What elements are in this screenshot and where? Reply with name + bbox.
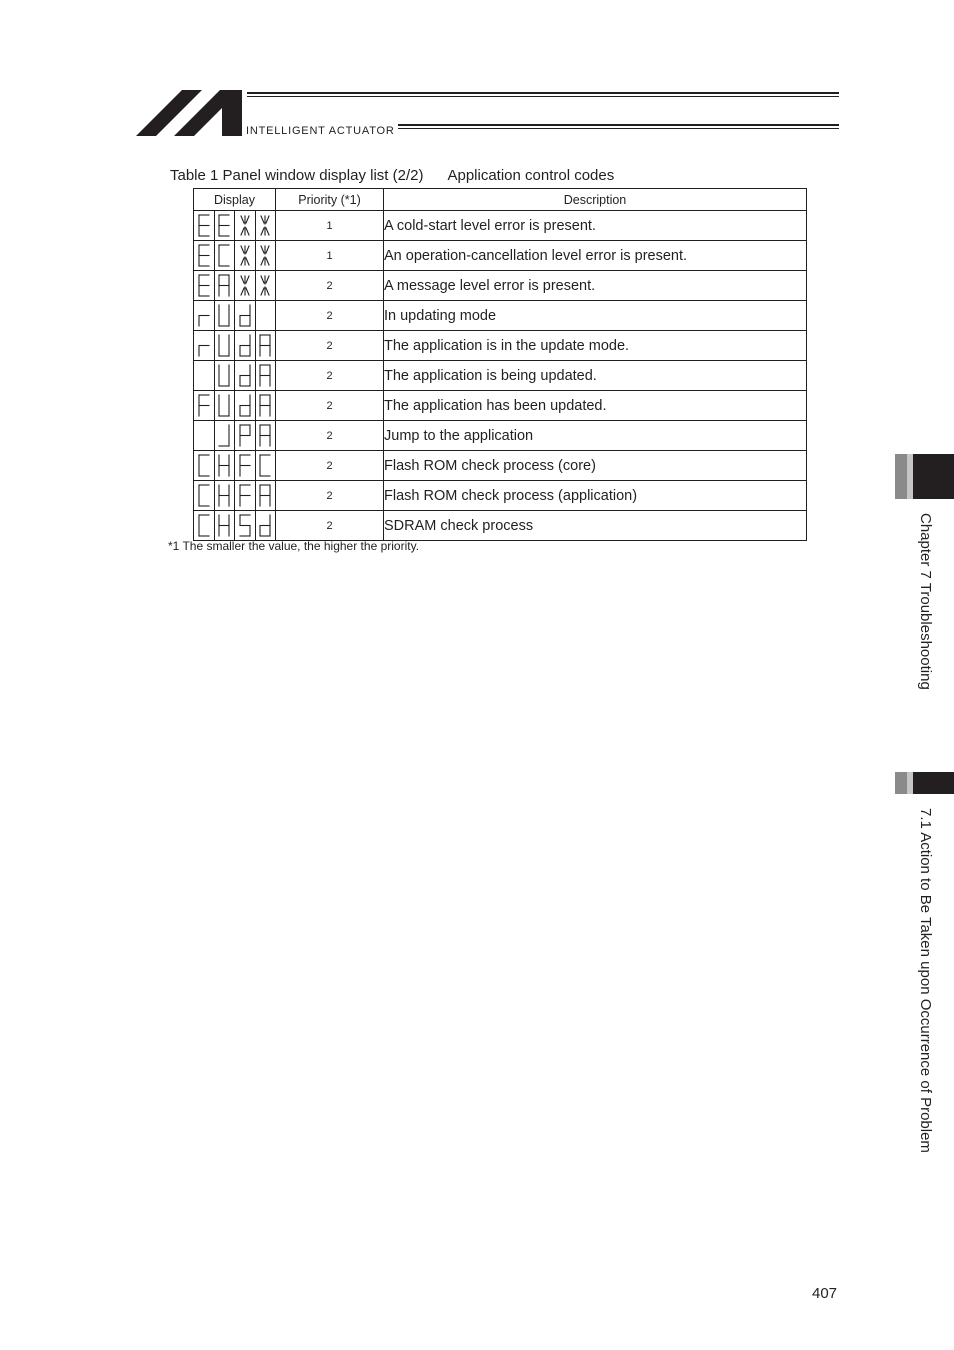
header-description: Description <box>384 189 807 211</box>
table-row <box>194 511 807 541</box>
display-cell <box>194 361 276 391</box>
display-cell <box>194 301 276 331</box>
seven-segment-digit-icon <box>234 481 255 510</box>
description-cell: The application is in the update mode. <box>384 331 807 361</box>
priority-cell: 1 <box>276 211 384 241</box>
description-cell: A message level error is present. <box>384 271 807 301</box>
display-cell <box>194 241 276 271</box>
seven-segment-digit-icon <box>255 361 276 390</box>
priority-cell: 2 <box>276 391 384 421</box>
table-row <box>194 271 807 301</box>
display-codes-table <box>193 188 807 541</box>
display-cell <box>194 511 276 541</box>
seven-segment-digit-icon <box>234 271 255 300</box>
table-row <box>194 481 807 511</box>
header-priority: Priority (*1) <box>276 189 384 211</box>
priority-cell: 2 <box>276 451 384 481</box>
seven-segment-digit-icon <box>234 451 255 480</box>
chapter-label: Chapter 7 Troubleshooting <box>917 513 934 690</box>
table-row <box>194 391 807 421</box>
header-rule-top-thick <box>247 92 839 94</box>
header-rule-top-thin <box>247 96 839 97</box>
footnote: *1 The smaller the value, the higher the priority. <box>168 539 420 553</box>
seven-segment-digit-icon <box>194 301 214 330</box>
page-number: 407 <box>812 1285 838 1302</box>
table-row <box>194 331 807 361</box>
table-row <box>194 301 807 331</box>
table-row <box>194 361 807 391</box>
seven-segment-digit-icon <box>214 211 235 240</box>
seven-segment-digit-icon <box>214 301 235 330</box>
table-row <box>194 421 807 451</box>
seven-segment-digit-icon <box>234 421 255 450</box>
seven-segment-digit-icon <box>255 451 276 480</box>
seven-segment-digit-icon <box>194 361 214 390</box>
section-label: 7.1 Action to Be Taken upon Occurrence of Problem <box>917 808 934 1153</box>
table-title: Table 1 Panel window display list (2/2) <box>170 167 424 184</box>
seven-segment-digit-icon <box>234 511 255 540</box>
description-cell: Flash ROM check process (core) <box>384 451 807 481</box>
seven-segment-digit-icon <box>214 361 235 390</box>
display-cell <box>194 211 276 241</box>
seven-segment-digit-icon <box>234 211 255 240</box>
seven-segment-digit-icon <box>255 421 276 450</box>
description-cell: The application is being updated. <box>384 361 807 391</box>
header-display: Display <box>194 189 276 211</box>
table-subtitle: Application control codes <box>447 167 615 184</box>
display-cell <box>194 421 276 451</box>
seven-segment-digit-icon <box>234 331 255 360</box>
seven-segment-digit-icon <box>255 511 276 540</box>
seven-segment-digit-icon <box>255 241 276 270</box>
seven-segment-digit-icon <box>214 271 235 300</box>
table-caption <box>170 167 614 184</box>
description-cell: SDRAM check process <box>384 511 807 541</box>
seven-segment-digit-icon <box>214 511 235 540</box>
seven-segment-digit-icon <box>194 511 214 540</box>
seven-segment-digit-icon <box>234 391 255 420</box>
description-cell: A cold-start level error is present. <box>384 211 807 241</box>
display-cell <box>194 331 276 361</box>
seven-segment-digit-icon <box>255 391 276 420</box>
priority-cell: 2 <box>276 361 384 391</box>
seven-segment-digit-icon <box>194 331 214 360</box>
description-cell: Jump to the application <box>384 421 807 451</box>
description-cell: An operation-cancellation level error is present. <box>384 241 807 271</box>
seven-segment-digit-icon <box>255 301 276 330</box>
priority-cell: 1 <box>276 241 384 271</box>
table-header-row <box>194 189 807 211</box>
seven-segment-digit-icon <box>214 391 235 420</box>
seven-segment-digit-icon <box>234 361 255 390</box>
seven-segment-digit-icon <box>194 271 214 300</box>
table-row <box>194 241 807 271</box>
seven-segment-digit-icon <box>194 451 214 480</box>
seven-segment-digit-icon <box>214 241 235 270</box>
seven-segment-digit-icon <box>194 211 214 240</box>
header-rule-bottom-thin <box>398 128 839 129</box>
priority-cell: 2 <box>276 421 384 451</box>
table-row <box>194 451 807 481</box>
seven-segment-digit-icon <box>234 301 255 330</box>
description-cell: In updating mode <box>384 301 807 331</box>
header-rule-bottom-thick <box>398 124 839 126</box>
seven-segment-digit-icon <box>214 481 235 510</box>
seven-segment-digit-icon <box>194 481 214 510</box>
seven-segment-digit-icon <box>194 391 214 420</box>
seven-segment-digit-icon <box>194 241 214 270</box>
seven-segment-digit-icon <box>255 211 276 240</box>
seven-segment-digit-icon <box>255 271 276 300</box>
seven-segment-digit-icon <box>214 331 235 360</box>
seven-segment-digit-icon <box>214 421 235 450</box>
display-cell <box>194 391 276 421</box>
description-cell: Flash ROM check process (application) <box>384 481 807 511</box>
seven-segment-digit-icon <box>255 331 276 360</box>
seven-segment-digit-icon <box>214 451 235 480</box>
display-cell <box>194 481 276 511</box>
priority-cell: 2 <box>276 271 384 301</box>
seven-segment-digit-icon <box>194 421 214 450</box>
brand-name: INTELLIGENT ACTUATOR <box>246 125 395 137</box>
description-cell: The application has been updated. <box>384 391 807 421</box>
priority-cell: 2 <box>276 511 384 541</box>
iai-logo-icon <box>136 90 246 136</box>
priority-cell: 2 <box>276 331 384 361</box>
seven-segment-digit-icon <box>234 241 255 270</box>
table-row <box>194 211 807 241</box>
display-cell <box>194 451 276 481</box>
seven-segment-digit-icon <box>255 481 276 510</box>
priority-cell: 2 <box>276 301 384 331</box>
display-cell <box>194 271 276 301</box>
priority-cell: 2 <box>276 481 384 511</box>
